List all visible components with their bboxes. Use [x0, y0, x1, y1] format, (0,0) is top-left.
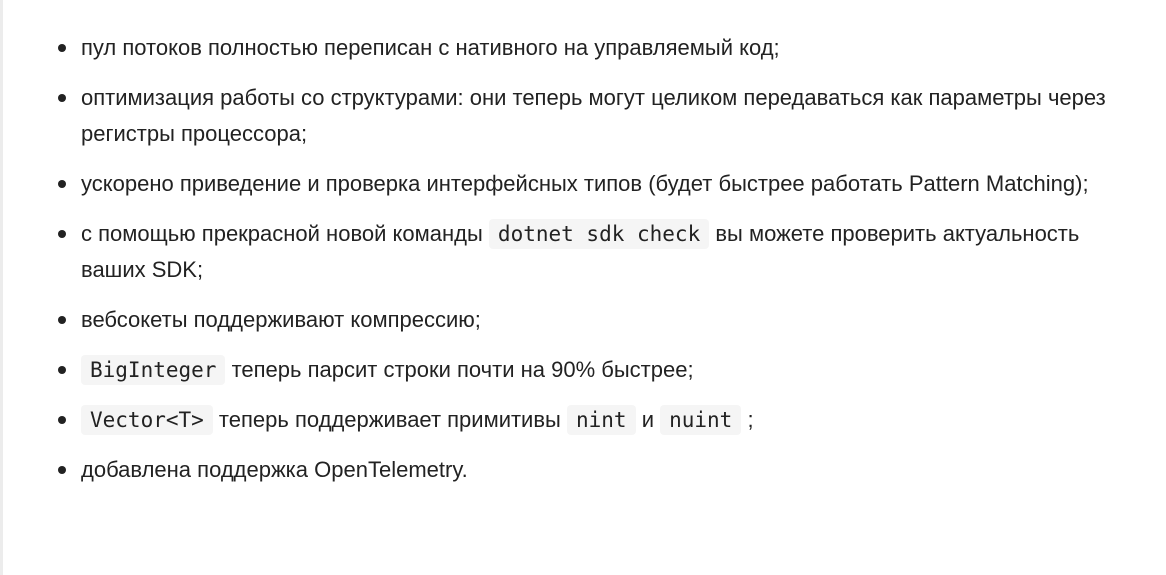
inline-code: BigInteger [81, 355, 225, 385]
list-item-text: теперь парсит строки почти на 90% быстрее; [231, 357, 694, 382]
inline-code: dotnet sdk check [489, 219, 709, 249]
bullet-icon [58, 44, 66, 52]
bullet-icon [58, 230, 66, 238]
list-item [58, 402, 1148, 438]
inline-code: nuint [660, 405, 741, 435]
bullet-icon [58, 94, 66, 102]
bullet-icon [58, 366, 66, 374]
list-item [58, 452, 1148, 488]
feature-list [58, 30, 1148, 502]
list-item-text: вебсокеты поддерживают компрессию; [81, 307, 481, 332]
list-item-text: добавлена поддержка OpenTelemetry. [81, 457, 468, 482]
list-item-text: и [641, 407, 654, 432]
bullet-icon [58, 316, 66, 324]
bullet-icon [58, 466, 66, 474]
left-border [0, 0, 3, 575]
inline-code: Vector<T> [81, 405, 213, 435]
list-item-text: ускорено приведение и проверка интерфейсных типов (будет быстрее работать Pattern Matching); [81, 171, 1089, 196]
list-item-text: с помощью прекрасной новой команды [81, 221, 483, 246]
bullet-icon [58, 416, 66, 424]
bullet-icon [58, 180, 66, 188]
list-item-text: оптимизация работы со структурами: они теперь могут целиком передаваться как параметры через регистры процессора; [81, 85, 1106, 146]
list-item-text: теперь поддерживает примитивы [218, 407, 561, 432]
list-item-text: пул потоков полностью переписан с нативного на управляемый код; [81, 35, 780, 60]
list-item [58, 80, 1148, 152]
list-item [58, 30, 1148, 66]
list-item-text: вы можете проверить актуальность ваших SDK; [81, 221, 1080, 282]
list-item-text: ; [747, 407, 754, 432]
list-item [58, 216, 1148, 288]
list-item [58, 302, 1148, 338]
list-item [58, 166, 1148, 202]
list-item [58, 352, 1148, 388]
inline-code: nint [567, 405, 636, 435]
